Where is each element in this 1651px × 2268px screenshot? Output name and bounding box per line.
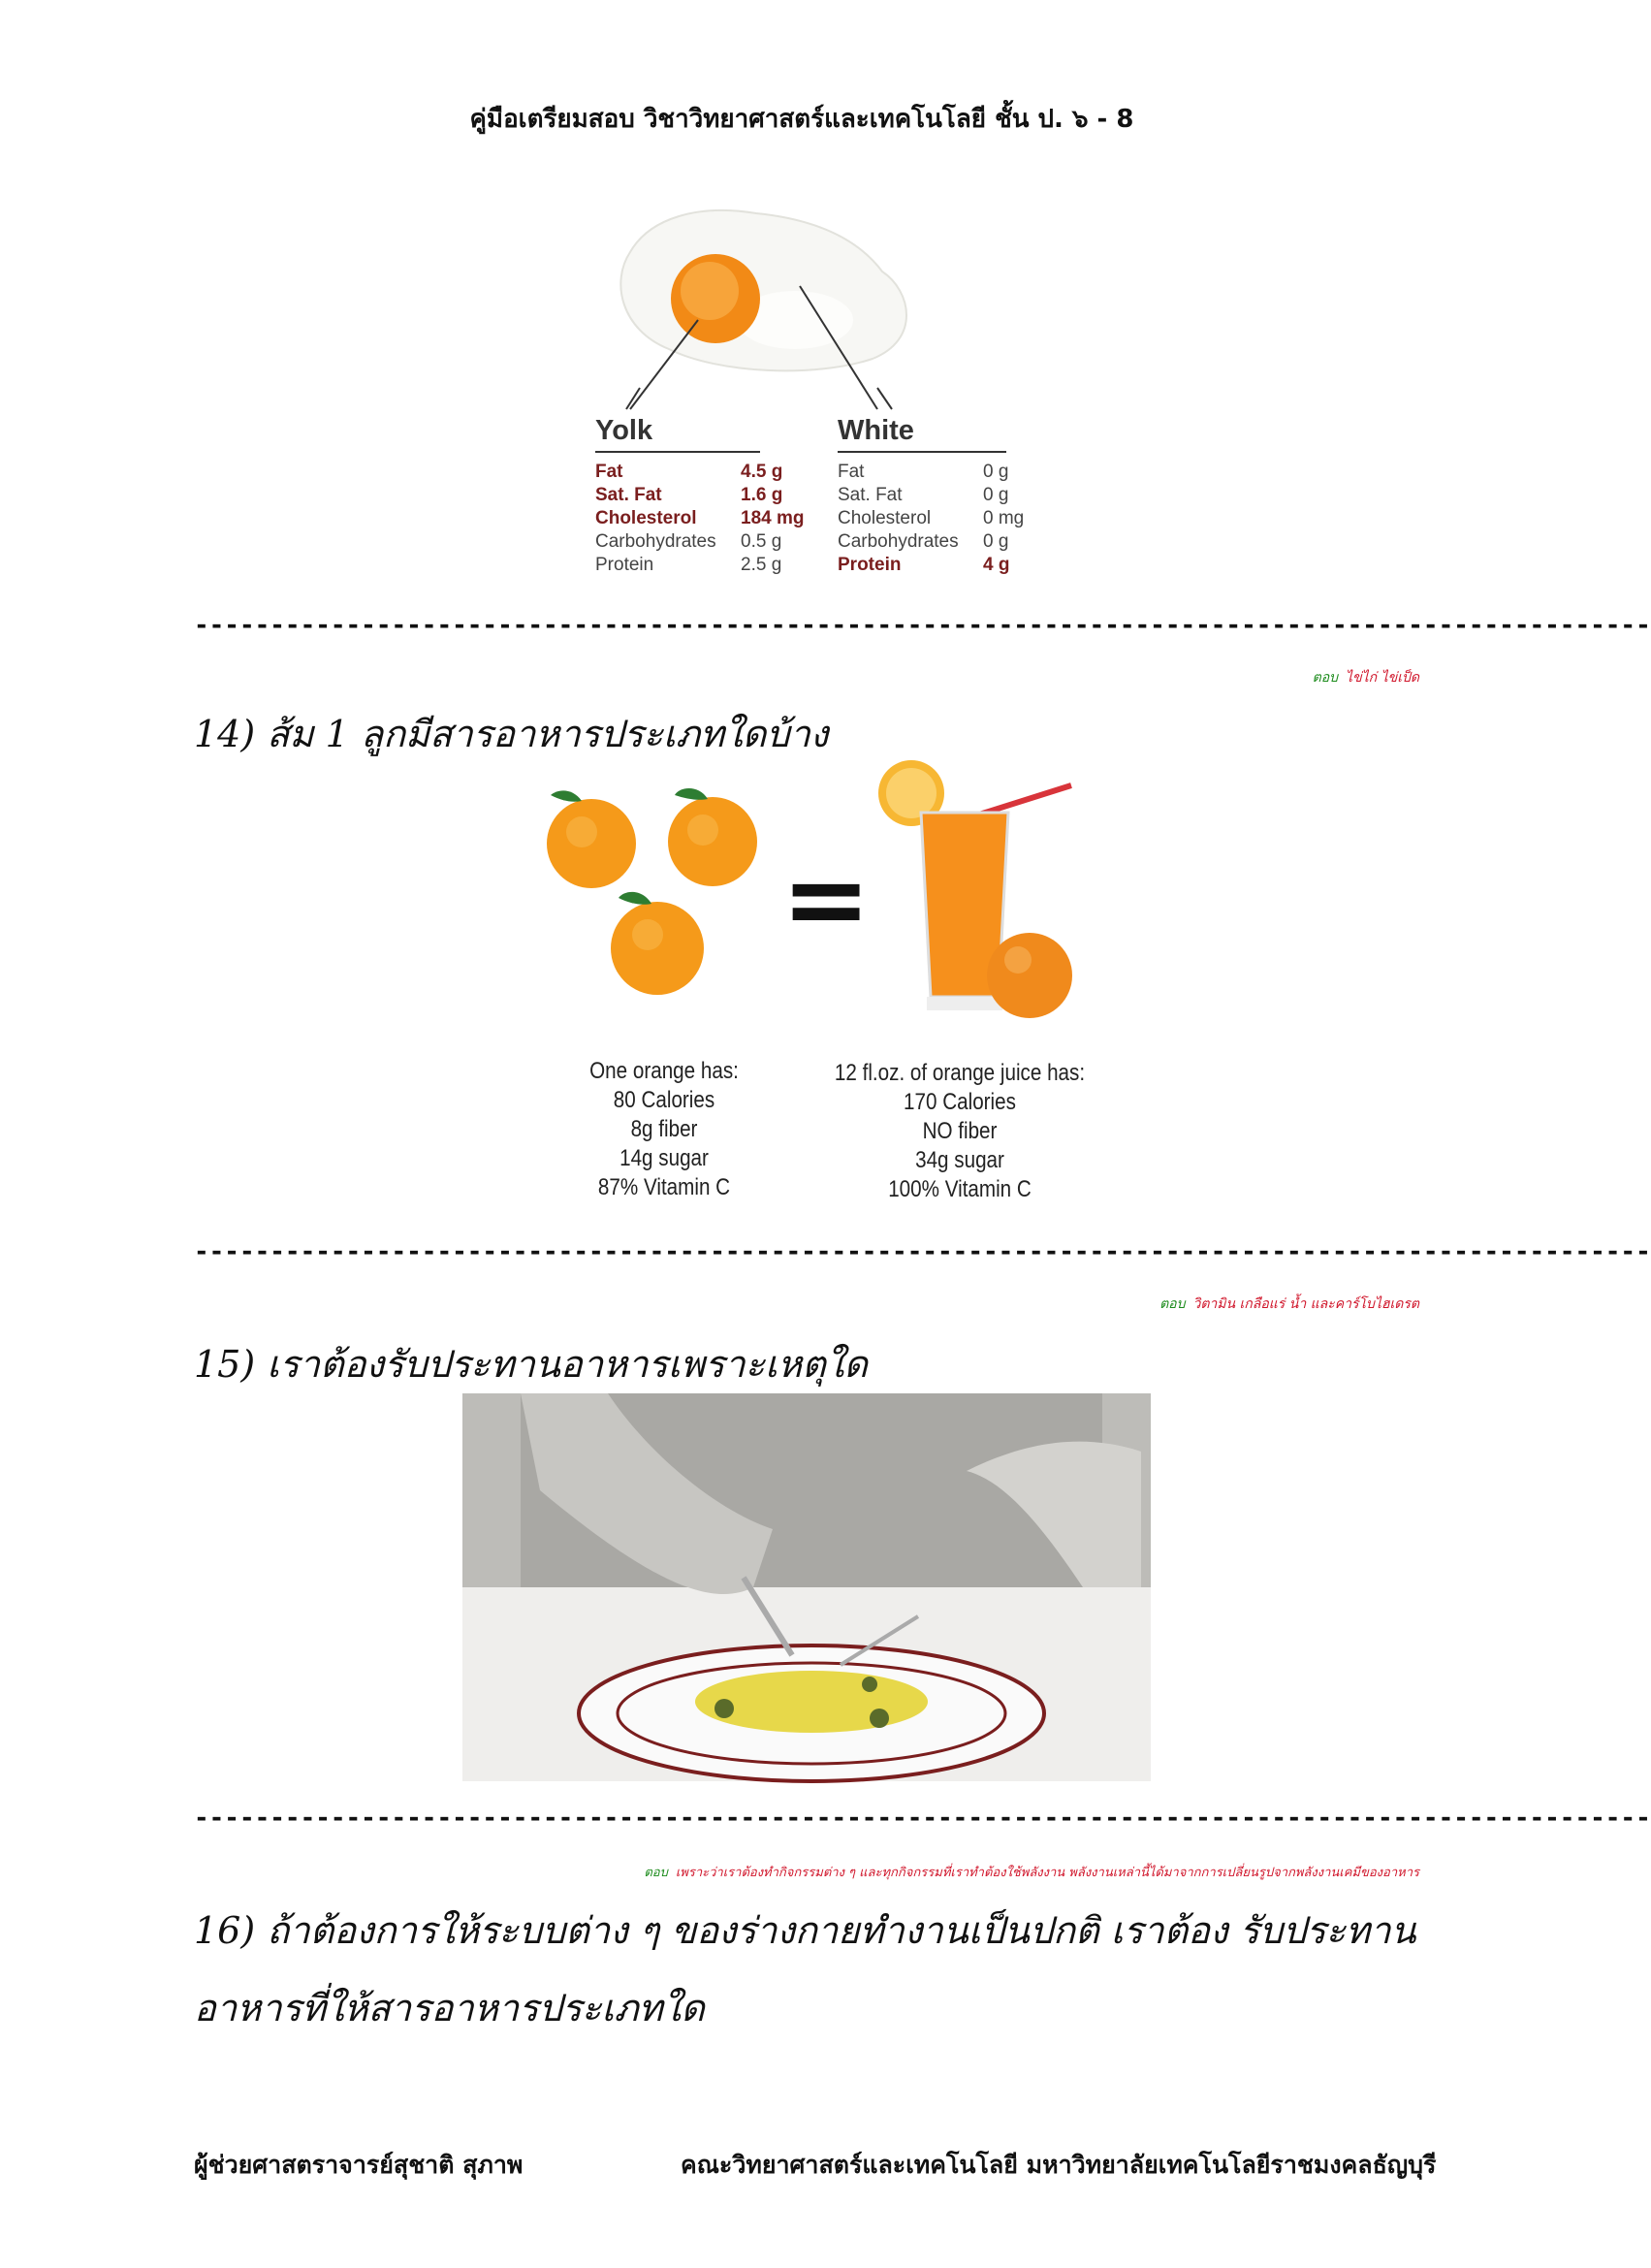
white-row: Sat. Fat 0 g: [838, 485, 1009, 505]
equals-sign: =: [781, 837, 872, 961]
divider-line: ------------------------------------------------------------------------------------------------: [194, 1237, 1651, 1266]
egg-pointer-lines: [620, 388, 931, 417]
answer-14: ตอบ วิตามิน เกลือแร่ น้ำ และคาร์โบไฮเดรต: [1159, 1296, 1419, 1312]
yolk-row: Cholesterol 184 mg: [595, 508, 805, 528]
yolk-row: Carbohydrates 0.5 g: [595, 531, 782, 552]
egg-image: [601, 194, 921, 388]
orange-juice-image: [863, 756, 1086, 1028]
white-panel: [838, 415, 1061, 577]
yolk-underline: [595, 451, 760, 453]
yolk-title: Yolk: [595, 415, 653, 446]
answer-13: ตอบ ไข่ไก่ ไข่เป็ด: [1312, 670, 1419, 686]
juice-fact-line: 100% Vitamin C: [888, 1176, 1032, 1202]
yolk-panel: [595, 415, 818, 577]
white-row: Fat 0 g: [838, 462, 1009, 482]
juice-fact-line: 170 Calories: [904, 1089, 1016, 1115]
yolk-row: Fat 4.5 g: [595, 462, 783, 482]
juice-fact-line: 12 fl.oz. of orange juice has:: [834, 1060, 1086, 1086]
orange-fact-line: 14g sugar: [619, 1145, 709, 1171]
orange-fact-line: 8g fiber: [630, 1116, 698, 1142]
oranges-image: [533, 776, 766, 1008]
white-row: Carbohydrates 0 g: [838, 531, 1009, 552]
juice-fact-line: NO fiber: [922, 1118, 998, 1144]
juice-facts: [826, 1059, 1093, 1204]
white-row: Cholesterol 0 mg: [838, 508, 1025, 528]
juice-fact-line: 34g sugar: [915, 1147, 1004, 1173]
answer-15: ตอบ เพราะว่าเราต้องทำกิจกรรมต่าง ๆ และทุกกิจกรรมที่เราทำต้องใช้พลังงาน พลังงานเหล่านี้ได้มาจากการเปลี่ยนรูปจากพลังงานเคมีของอาหาร: [644, 1866, 1419, 1880]
page-header: คู่มือเตรียมสอบ วิชาวิทยาศาสตร์และเทคโนโลยี ชั้น ป. ๖ - 8: [469, 105, 1134, 134]
orange-fact-line: One orange has:: [589, 1058, 739, 1084]
orange-fact-line: 80 Calories: [613, 1087, 715, 1113]
question-15: 15) เราต้องรับประทานอาหารเพราะเหตุใด: [194, 1343, 868, 1386]
question-16-line-2: อาหารที่ให้สารอาหารประเภทใด: [194, 1987, 705, 2029]
white-underline: [838, 451, 1006, 453]
question-14: 14) ส้ม 1 ลูกมีสารอาหารประเภทใดบ้าง: [194, 713, 829, 755]
question-16-line-1: 16) ถ้าต้องการให้ระบบต่าง ๆ ของร่างกายทำงานเป็นปกติ เราต้อง รับประทาน: [194, 1909, 1416, 1952]
eating-photo: [462, 1393, 1151, 1781]
yolk-row: Sat. Fat 1.6 g: [595, 485, 783, 505]
footer-author: ผู้ช่วยศาสตราจารย์สุชาติ สุภาพ: [194, 2151, 524, 2179]
orange-facts: [568, 1057, 760, 1202]
divider-line: ------------------------------------------------------------------------------------------------: [194, 1804, 1651, 1833]
white-title: White: [838, 415, 914, 446]
footer-institution: คณะวิทยาศาสตร์และเทคโนโลยี มหาวิทยาลัยเทคโนโลยีราชมงคลธัญบุรี: [681, 2151, 1437, 2179]
white-row: Protein 4 g: [838, 555, 1010, 575]
divider-line: ------------------------------------------------------------------------------------------------: [194, 611, 1651, 640]
yolk-row: Protein 2.5 g: [595, 555, 782, 575]
orange-fact-line: 87% Vitamin C: [597, 1174, 731, 1200]
